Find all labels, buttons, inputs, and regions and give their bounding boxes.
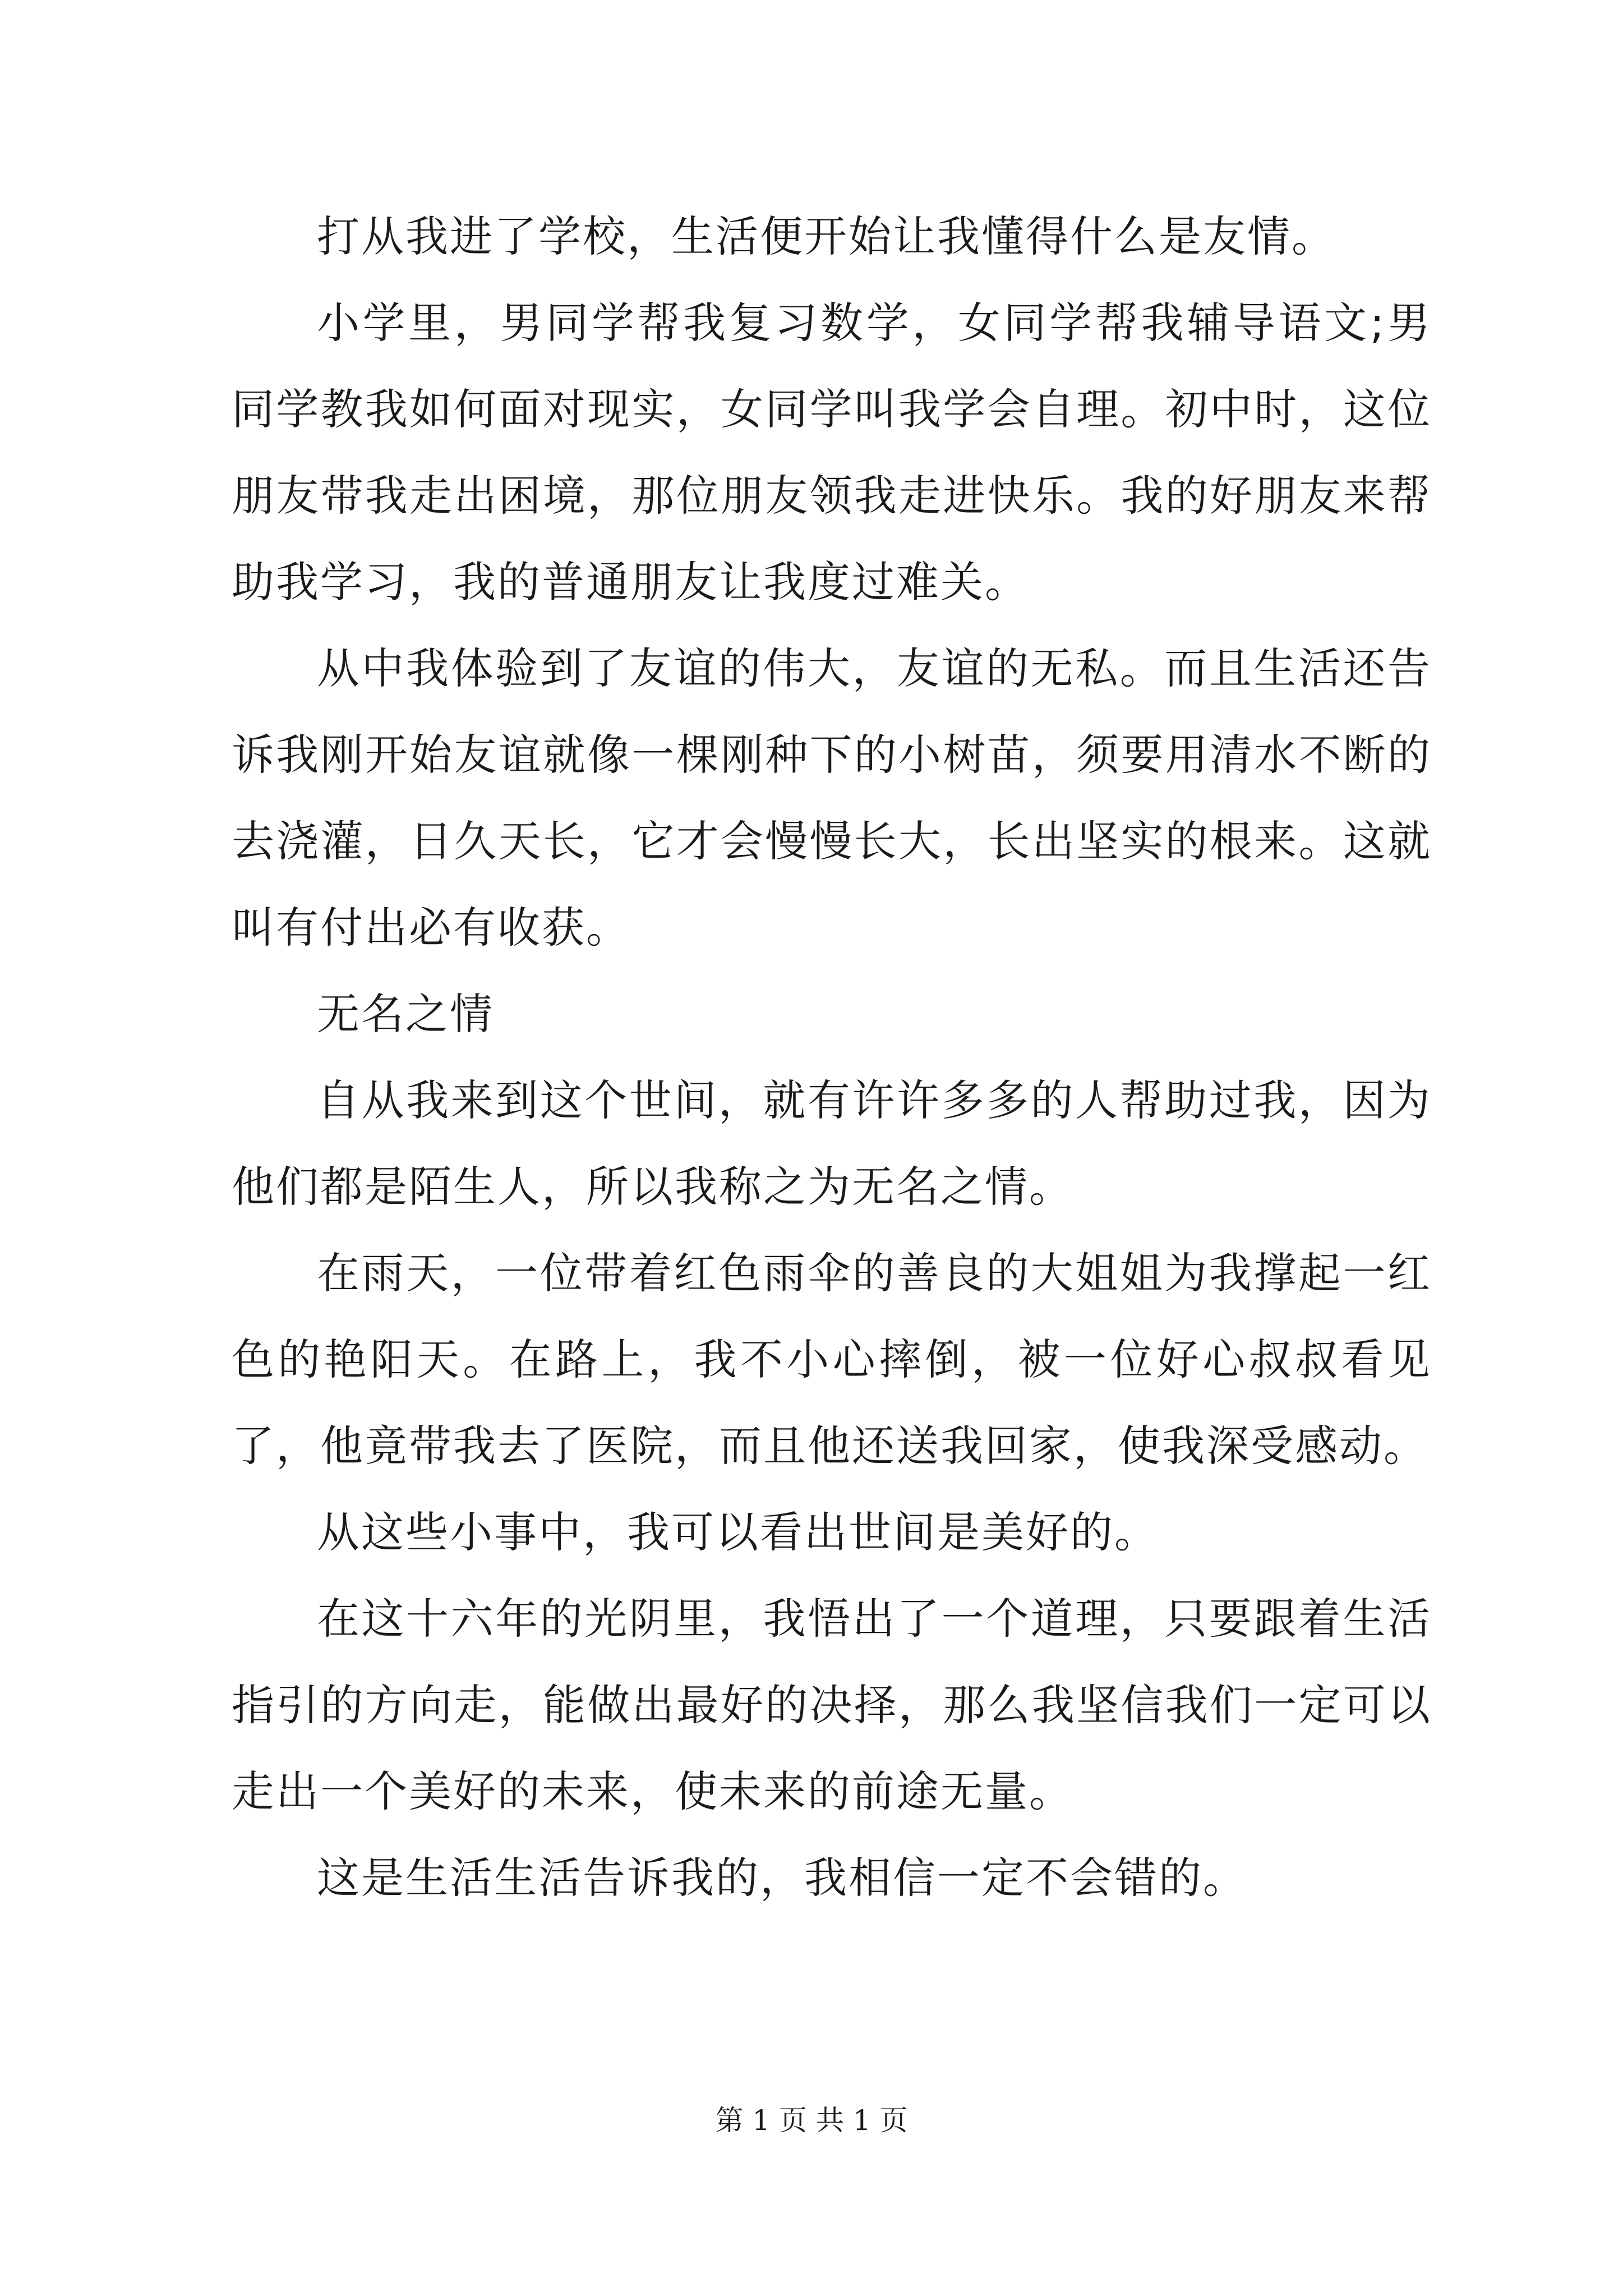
paragraph: 这是生活生活告诉我的，我相信一定不会错的。 <box>317 1853 1247 1903</box>
paragraph: 小学里，男同学帮我复习数学，女同学帮我辅导语文;男同学教我如何面对现实，女同学叫我学会自理。初中时，这位朋友带我走出困境，那位朋友领我走进快乐。我的好朋友来帮助我学习，我的普通朋友让我度过难关。 <box>232 298 1432 607</box>
paragraph: 从这些小事中，我可以看出世间是美好的。 <box>317 1507 1159 1557</box>
paragraph: 从中我体验到了友谊的伟大，友谊的无私。而且生活还告诉我刚开始友谊就像一棵刚种下的小树苗，须要用清水不断的去浇灌，日久天长，它才会慢慢长大，长出坚实的根来。这就叫有付出必有收获。 <box>232 643 1432 953</box>
paragraph: 打从我进了学校，生活便开始让我懂得什么是友情。 <box>317 211 1336 261</box>
paragraph: 自从我来到这个世间，就有许许多多的人帮助过我，因为他们都是陌生人，所以我称之为无名之情。 <box>232 1075 1432 1212</box>
document-body <box>232 194 1432 1921</box>
paragraph: 在这十六年的光阴里，我悟出了一个道理，只要跟着生活指引的方向走，能做出最好的决择，那么我坚信我们一定可以走出一个美好的未来，使未来的前途无量。 <box>232 1594 1432 1816</box>
page-footer: 第 1 页 共 1 页 <box>715 2104 908 2137</box>
paragraph: 在雨天，一位带着红色雨伞的善良的大姐姐为我撑起一红色的艳阳天。在路上，我不小心摔倒，被一位好心叔叔看见了，他竟带我去了医院，而且他还送我回家，使我深受感动。 <box>232 1248 1432 1471</box>
section-heading: 无名之情 <box>317 989 494 1039</box>
